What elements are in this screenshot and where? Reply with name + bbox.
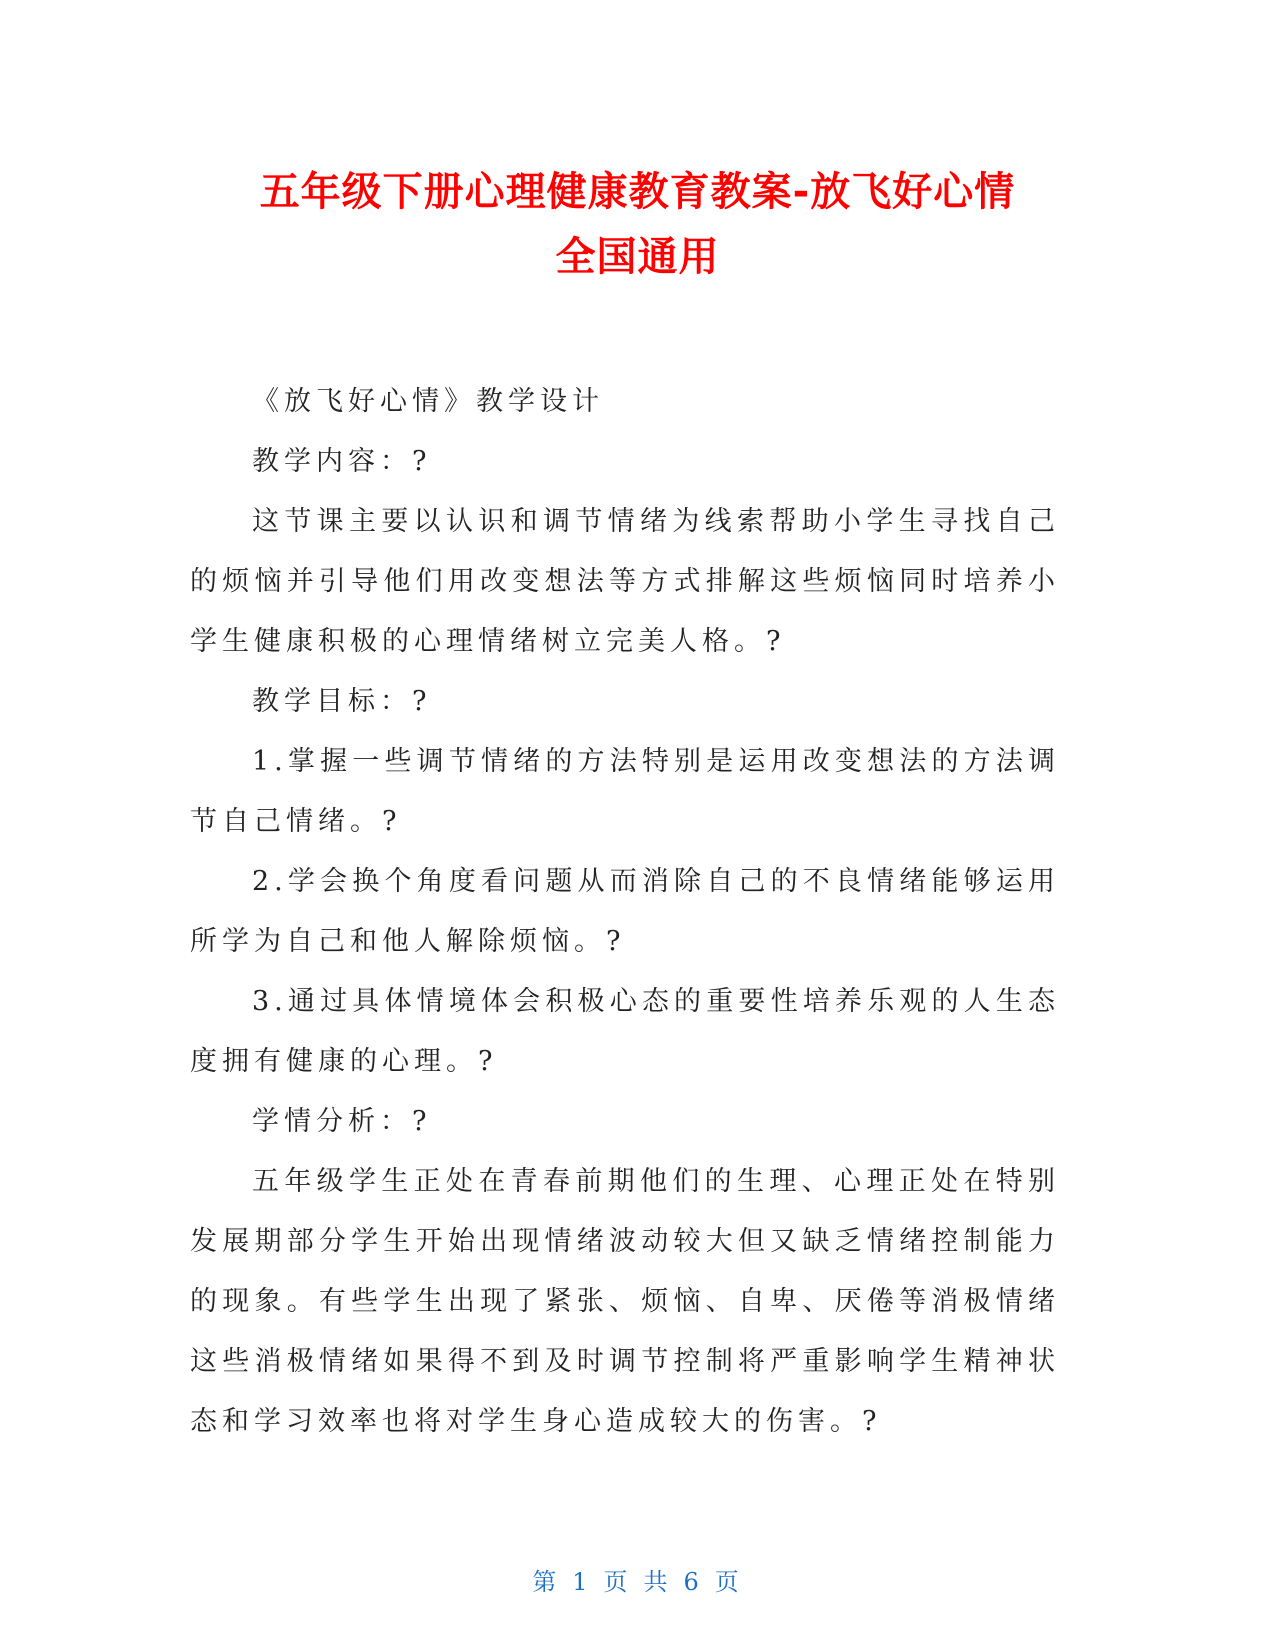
footer-total-label: 共 xyxy=(643,1568,672,1596)
footer-page-mid: 页 xyxy=(603,1568,632,1596)
section-heading-design: 《放飞好心情》教学设计 xyxy=(252,386,604,417)
goal-item-1: 1.掌握一些调节情绪的方法特别是运用改变想法的方法调节自己情绪。? xyxy=(190,746,1060,837)
footer-page-suffix: 页 xyxy=(714,1568,743,1596)
footer-page-prefix: 第 xyxy=(532,1568,561,1596)
document-title-line-2: 全国通用 xyxy=(555,234,720,280)
goal-item-3: 3.通过具体情境体会积极心态的重要性培养乐观的人生态度拥有健康的心理。? xyxy=(190,986,1060,1077)
paragraph-analysis: 五年级学生正处在青春前期他们的生理、心理正处在特别发展期部分学生开始出现情绪波动较大但又缺乏情绪控制能力的现象。有些学生出现了紧张、烦恼、自卑、厌倦等消极情绪这些消极情绪如果得不到及时调节控制将严重影响学生精神状态和学习效率也将对学生身心造成较大的伤害。? xyxy=(190,1166,1060,1437)
section-heading-content: 教学内容：? xyxy=(252,446,432,477)
footer-total-pages: 6 xyxy=(683,1568,703,1596)
page-footer xyxy=(0,1562,1275,1597)
section-heading-analysis: 学情分析：? xyxy=(252,1106,432,1137)
section-heading-goals: 教学目标：? xyxy=(252,686,432,717)
goal-item-2: 2.学会换个角度看问题从而消除自己的不良情绪能够运用所学为自己和他人解除烦恼。? xyxy=(190,866,1060,957)
document-body xyxy=(190,372,1060,1452)
document-title-line-1: 五年级下册心理健康教育教案-放飞好心情 xyxy=(259,169,1016,215)
paragraph-content: 这节课主要以认识和调节情绪为线索帮助小学生寻找自己的烦恼并引导他们用改变想法等方式排解这些烦恼同时培养小学生健康积极的心理情绪树立完美人格。? xyxy=(190,506,1060,657)
footer-current-page: 1 xyxy=(572,1568,592,1596)
